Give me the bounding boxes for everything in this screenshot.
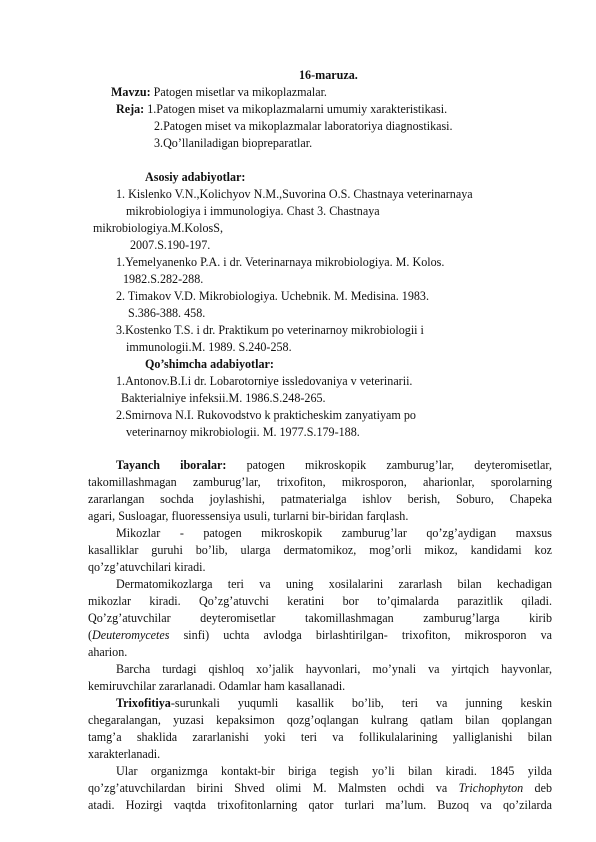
plan-item: 1.Patogen miset va mikoplazmalarni umumiy xarakteristikasi. [144,102,448,116]
literature-line: 2007.S.190-197. [130,238,211,252]
body-line: qo’zg’atuvchilari kiradi. [88,560,206,574]
literature-line: 3.Kostenko T.S. i dr. Praktikum po veterinarnoy mikrobiologii i [116,323,424,337]
literature-line: 2. Timakov V.D. Mikrobiologiya. Uchebnik. M. Medisina. 1983. [116,289,429,303]
body-line: Mikozlar - patogen mikroskopik zamburug’lar qo’zg’aydigan maxsus [116,526,552,540]
literature-line: 1982.S.282-288. [123,272,204,286]
literature-line: 1.Yemelyanenko P.A. i dr. Veterinarnaya mikrobiologiya. M. Kolos. [116,255,445,269]
body-line: Ular organizmga kontakt-bir biriga tegish yo’li bilan kiradi. 1845 yilda [116,764,552,778]
keywords-label: Tayanch iboralar: [116,458,227,472]
trichophytosis-term: Trixofitiya [116,696,171,710]
literature-line: veterinarnoy mikrobiologii. M. 1977.S.179-188. [126,425,360,439]
body-line: tamg’a shaklida zararlanishi yoki teri va follikulalarining yalliglanishi bilan [88,730,552,744]
plan-item: 3.Qo’llaniladigan biopreparatlar. [154,136,313,150]
body-line: kasalliklar guruhi bo’lib, ularga dermatomikoz, mog’orli mikoz, kandidami koz [88,543,552,557]
body-line: (Deuteromycetes sinfi) uchta avlodga birlashtirilgan- trixofiton, mikrosporon va [88,628,552,642]
body-line: Tayanch iboralar: patogen mikroskopik zamburug’lar, deyteromisetlar, [116,458,552,472]
plan-item: 2.Patogen miset va mikoplazmalar laboratoriya diagnostikasi. [154,119,453,133]
literature-line: Bakterialniye infeksii.M. 1986.S.248-265. [121,391,326,405]
topic-line [111,84,327,100]
literature-line: mikrobiologiya.M.KolosS, [93,221,224,235]
plan-line-1 [116,101,447,117]
body-line: Qo’zg’atuvchilar deyteromisetlar takomillashmagan zamburug’larga kirib [88,611,552,625]
main-literature-title: Asosiy adabiyotlar: [145,170,246,184]
plan-label: Reja: [116,102,145,116]
literature-line: 1.Antonov.B.I.i dr. Lobarotorniye issledovaniya v veterinarii. [116,374,413,388]
literature-line: immunologii.M. 1989. S.240-258. [126,340,292,354]
body-line: Dermatomikozlarga teri va uning xosilalarini zararlash bilan kechadigan [116,577,552,591]
deuteromycetes-term: Deuteromycetes [92,628,170,642]
literature-line: S.386-388. 458. [128,306,206,320]
literature-line: 2.Smirnova N.I. Rukovodstvo k prakticheskim zanyatiyam po [116,408,416,422]
body-line: qo’zg’atuvchilardan birini Shved olimi M. Malmsten ochdi va Trichophyton deb [88,781,552,795]
literature-line: mikrobiologiya i immunologiya. Chast 3. Chastnaya [126,204,380,218]
body-line: Barcha turdagi qishloq xo’jalik hayvonlari, mo’ynali va yirtqich hayvonlar, [116,662,552,676]
topic-label: Mavzu: [111,85,151,99]
lecture-heading: 16-maruza. [299,68,358,82]
body-line: zararlangan sochda joylashishi, patmaterialga ishlov berish, Soburo, Chapeka [88,492,552,506]
body-line: takomillashmagan zamburug’lar, trixofiton, mikrosporon, aharionlar, sporolarning [88,475,552,489]
trichophyton-term: Trichophyton [458,781,524,795]
body-line: Trixofitiya-surunkali yuqumli kasallik bo’lib, teri va junning keskin [116,696,552,710]
body-line: aharion. [88,645,128,659]
literature-line: 1. Kislenko V.N.,Kolichyov N.M.,Suvorina O.S. Chastnaya veterinarnaya [116,187,473,201]
body-line: agari, Susloagar, fluoressensiya usuli, turlarni bir-biridan farqlash. [88,509,409,523]
body-line: kemiruvchilar zararlanadi. Odamlar ham kasallanadi. [88,679,346,693]
additional-literature-title: Qo’shimcha adabiyotlar: [145,357,274,371]
body-line: chegaralangan, yuzasi kepaksimon qozg’oqlangan kulrang qatlam bilan qoplangan [88,713,552,727]
topic-text: Patogen misetlar va mikoplazmalar. [150,85,327,99]
body-line: xarakterlanadi. [88,747,161,761]
body-line: atadi. Hozirgi vaqtda trixofitonlarning qator turlari ma’lum. Buzoq va qo’zilarda [88,798,552,812]
body-line: mikozlar kiradi. Qo’zg’atuvchi keratini bor to’qimalarda parazitlik qiladi. [88,594,552,608]
